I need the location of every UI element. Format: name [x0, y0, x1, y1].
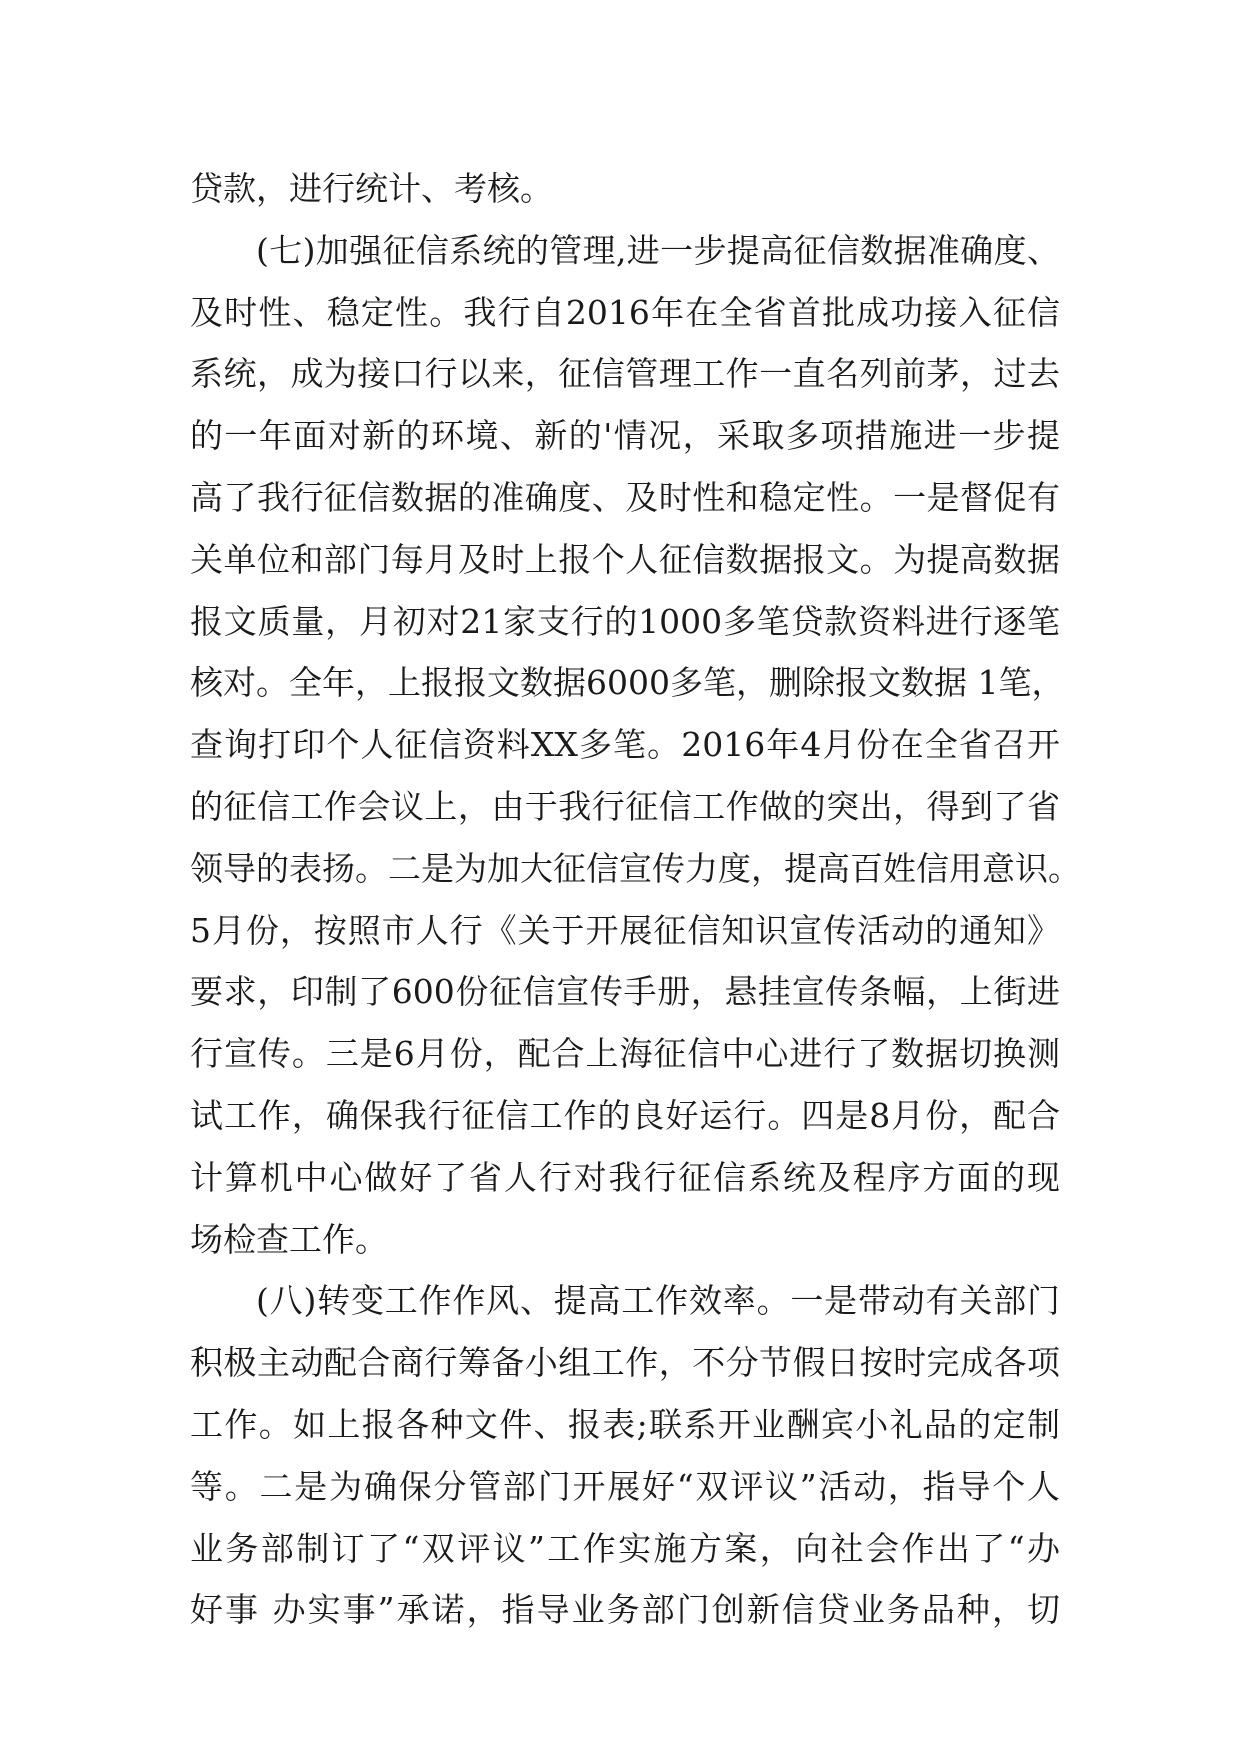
text-line: 试工作，确保我行征信工作的良好运行。四是8月份，配合 — [190, 1095, 1060, 1135]
text-line: 5月份，按照市人行《关于开展征信知识宣传活动的通知》 — [190, 910, 1060, 950]
text-line: 好事 办实事”承诺，指导业务部门创新信贷业务品种，切 — [190, 1590, 1060, 1630]
text-line: 系统，成为接口行以来，征信管理工作一直名列前茅，过去 — [190, 354, 1060, 394]
text-line: 业务部制订了“双评议”工作实施方案，向社会作出了“办 — [190, 1528, 1060, 1568]
paragraph-first-line: (八)转变工作作风、提高工作效率。一是带动有关部门 — [256, 1281, 1060, 1321]
text-line: 核对。全年，上报报文数据6000多笔，删除报文数据 1笔， — [190, 663, 1065, 703]
text-line: 贷款，进行统计、考核。 — [190, 169, 553, 208]
text-line: 计算机中心做好了省人行对我行征信系统及程序方面的现 — [190, 1157, 1060, 1197]
text-line: 行宣传。三是6月份，配合上海征信中心进行了数据切换测 — [190, 1034, 1060, 1074]
text-line: 领导的表扬。二是为加大征信宣传力度，提高百姓信用意识。 — [190, 848, 1081, 888]
text-line: 工作。如上报各种文件、报表;联系开业酬宾小礼品的定制 — [190, 1404, 1060, 1444]
text-line: 的征信工作会议上，由于我行征信工作做的突出，得到了省 — [190, 786, 1060, 826]
text-line: 的一年面对新的环境、新的'情况，采取多项措施进一步提 — [190, 416, 1060, 456]
body-text — [190, 158, 1081, 1641]
text-line: 等。二是为确保分管部门开展好“双评议”活动，指导个人 — [190, 1466, 1060, 1506]
text-line: 及时性、稳定性。我行自2016年在全省首批成功接入征信 — [190, 292, 1060, 332]
text-line: 场检查工作。 — [190, 1219, 388, 1259]
text-line: 报文质量，月初对21家支行的1000多笔贷款资料进行逐笔 — [190, 601, 1060, 641]
text-line: 高了我行征信数据的准确度、及时性和稳定性。一是督促有 — [190, 477, 1060, 517]
text-line: 查询打印个人征信资料XX多笔。2016年4月份在全省召开 — [190, 725, 1060, 765]
paragraph-first-line: (七)加强征信系统的管理,进一步提高征信数据准确度、 — [256, 230, 1060, 270]
text-line: 要求，印制了600份征信宣传手册，悬挂宣传条幅，上街进 — [190, 972, 1060, 1012]
text-line: 积极主动配合商行筹备小组工作，不分节假日按时完成各项 — [190, 1343, 1060, 1383]
text-line: 关单位和部门每月及时上报个人征信数据报文。为提高数据 — [190, 539, 1060, 579]
